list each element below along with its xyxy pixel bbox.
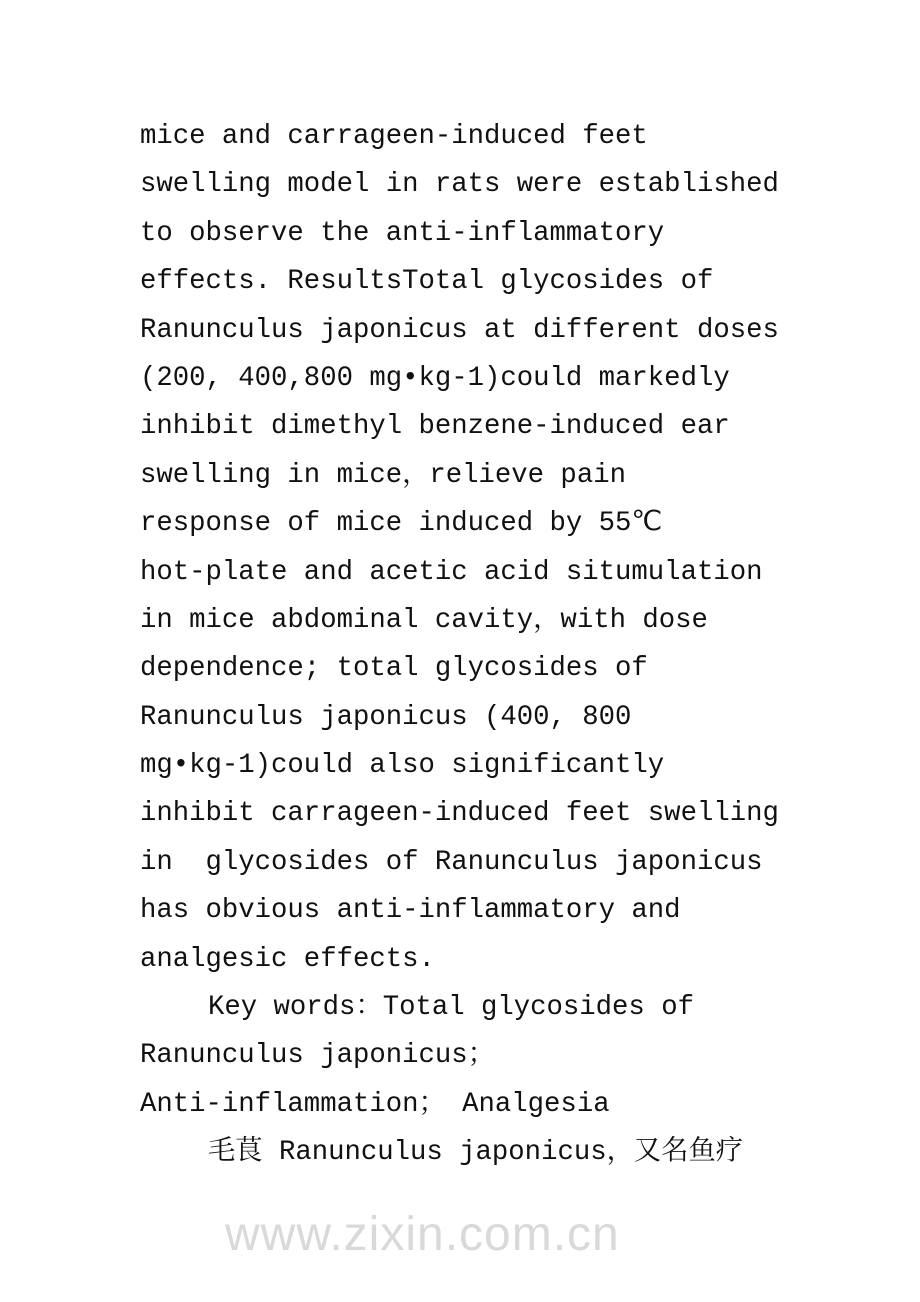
text-line: hot-plate and acetic acid situmulation <box>140 556 763 588</box>
text-line: in mice abdominal cavity，with dose <box>140 604 708 636</box>
text-line: Ranunculus japonicus at different doses <box>140 314 779 346</box>
document-body <box>140 113 820 1178</box>
text-line: analgesic effects. <box>140 943 435 975</box>
text-line: has obvious anti-inflammatory and <box>140 895 681 927</box>
paragraph-start-line: 毛茛 Ranunculus japonicus，又名鱼疗 <box>208 1137 744 1169</box>
text-line: inhibit carrageen-induced feet swelling <box>140 798 779 830</box>
text-line: Ranunculus japonicus (400, 800 <box>140 701 632 733</box>
text-line: response of mice induced by 55℃ <box>140 508 663 540</box>
text-line: (200, 400,800 mg•kg-1)could markedly <box>140 362 730 394</box>
text-line: swelling model in rats were established <box>140 169 779 201</box>
keywords-line: Ranunculus japonicus； <box>140 1040 495 1072</box>
keywords-line: Anti-inflammation； Analgesia <box>140 1088 610 1120</box>
watermark: www.zixin.com.cn <box>225 1208 620 1261</box>
text-line: inhibit dimethyl benzene-induced ear <box>140 411 730 443</box>
text-line: mice and carrageen-induced feet <box>140 121 648 152</box>
text-line: effects. ResultsTotal glycosides of <box>140 266 714 298</box>
text-line: mg•kg-1)could also significantly <box>140 750 665 782</box>
text-line: swelling in mice，relieve pain <box>140 459 626 491</box>
keywords-line: Key words：Total glycosides of <box>208 992 694 1024</box>
text-line: to observe the anti-inflammatory <box>140 217 665 249</box>
text-line: in glycosides of Ranunculus japonicus <box>140 846 763 878</box>
text-line: dependence; total glycosides of <box>140 653 648 685</box>
